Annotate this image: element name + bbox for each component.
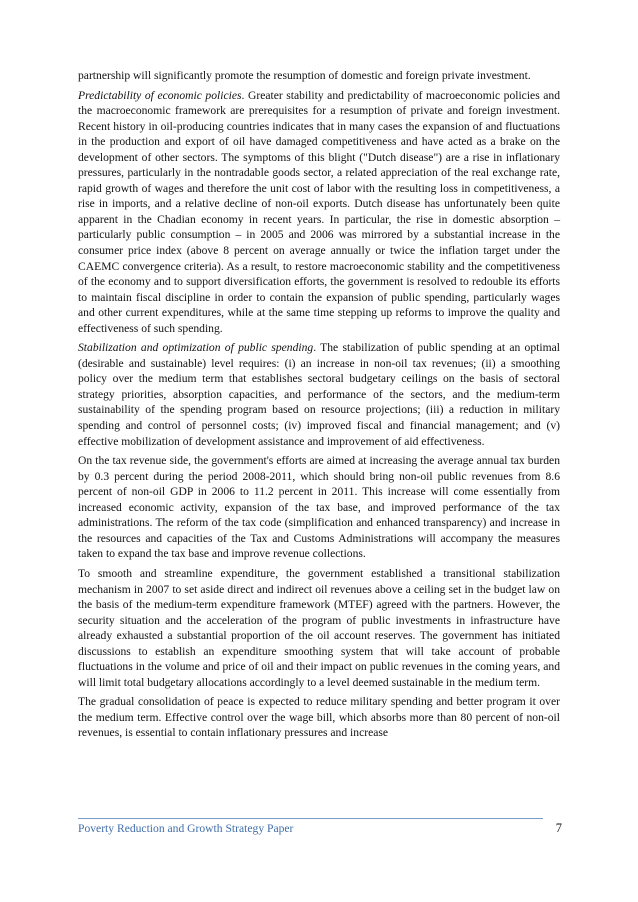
footer-divider	[78, 818, 543, 819]
document-body	[78, 68, 560, 745]
paragraph-tax-revenue	[78, 453, 560, 562]
paragraph-text: . Greater stability and predictability of macroeconomic policies and the macroeconomic framework are prerequisites for a resumption of private and foreign investment. Recent history in oil-producing countries indicates that in many cases the expansion of and fluctuations in the production and export of oil have damaged competitiveness and have acted as a brake on the development of other sectors. The symptoms of this blight ("Dutch disease") are a rise in inflationary pressures, particularly in the nontradable goods sector, a related appreciation of the real exchange rate, rapid growth of wages and therefore the unit cost of labor with the resulting loss in competitiveness, a rise in imports, and a relative decline of non-oil exports. Dutch disease has unfortunately been quite apparent in the Chadian economy in recent years. In particular, the rise in domestic absorption – particularly public consumption – in 2005 and 2006 was mirrored by a substantial increase in the consumer price index (above 8 percent on average annually or twice the inflation target under the CAEMC convergence criteria). As a result, to restore macroeconomic stability and the competitiveness of the economy and to support diversification efforts, the government is resolved to redouble its efforts to maintain fiscal discipline in order to contain the expansion of public spending, particularly wages and other current expenditures, while at the same time stepping up reforms to improve the quality and effectiveness of such spending.	[78, 88, 561, 335]
paragraph-lead: Stabilization and optimization of public spending	[78, 341, 314, 355]
paragraph-peace-consolidation	[78, 694, 560, 741]
page-number: 7	[555, 821, 562, 835]
paragraph-text: . The stabilization of public spending at an optimal (desirable and sustainable) level requires: (i) an increase in non-oil tax revenues; (ii) a smoothing policy over the medium term that establishes sectoral budgetary ceilings on the basis of sectoral strategy priorities, absorption capacities, and performance of the sectors, and the medium-term sustainability of the spending program based on resource projections; (iii) a reduction in military spending and control of personnel costs; (iv) improved fiscal and financial management; and (v) effective mobilization of development assistance and improvement of aid effectiveness.	[78, 341, 560, 448]
paragraph-lead: Predictability of economic policies	[78, 88, 242, 102]
paragraph-predictability	[78, 88, 560, 337]
footer-title: Poverty Reduction and Growth Strategy Paper	[78, 822, 294, 835]
paragraph-partnership	[78, 68, 560, 84]
paragraph-text: The gradual consolidation of peace is expected to reduce military spending and better program it over the medium term. Effective control over the wage bill, which absorbs more than 80 percent of non-oil revenues, is essential to contain inflationary pressures and increase	[78, 695, 560, 740]
paragraph-text: partnership will significantly promote the resumption of domestic and foreign private investment.	[78, 69, 531, 82]
paragraph-expenditure-smoothing	[78, 566, 560, 690]
paragraph-text: On the tax revenue side, the government's efforts are aimed at increasing the average annual tax burden by 0.3 percent during the period 2008-2011, which should bring non-oil public revenues from 8.6 percent of non-oil GDP in 2006 to 11.2 percent in 2011. This increase will come essentially from increased economic activity, expansion of the tax base, and improved performance of the tax administrations. The reform of the tax code (simplification and enhanced transparency) and increase in the resources and capacities of the Tax and Customs Administrations will accompany the measures taken to expand the tax base and improve revenue collections.	[78, 454, 560, 561]
paragraph-stabilization	[78, 340, 560, 449]
paragraph-text: To smooth and streamline expenditure, the government established a transitional stabilization mechanism in 2007 to set aside direct and indirect oil revenues above a ceiling set in the budget law on the basis of the medium-term expenditure framework (MTEF) agreed with the partners. However, the security situation and the acceleration of the program of public investments in infrastructure have already exhausted a substantial proportion of the oil account reserves. The government has initiated discussions to establish an expenditure smoothing system that will take account of probable fluctuations in the volume and price of oil and their impact on public revenues in the coming years, and will limit total budgetary allocations accordingly to a level deemed sustainable in the medium term.	[78, 566, 560, 689]
